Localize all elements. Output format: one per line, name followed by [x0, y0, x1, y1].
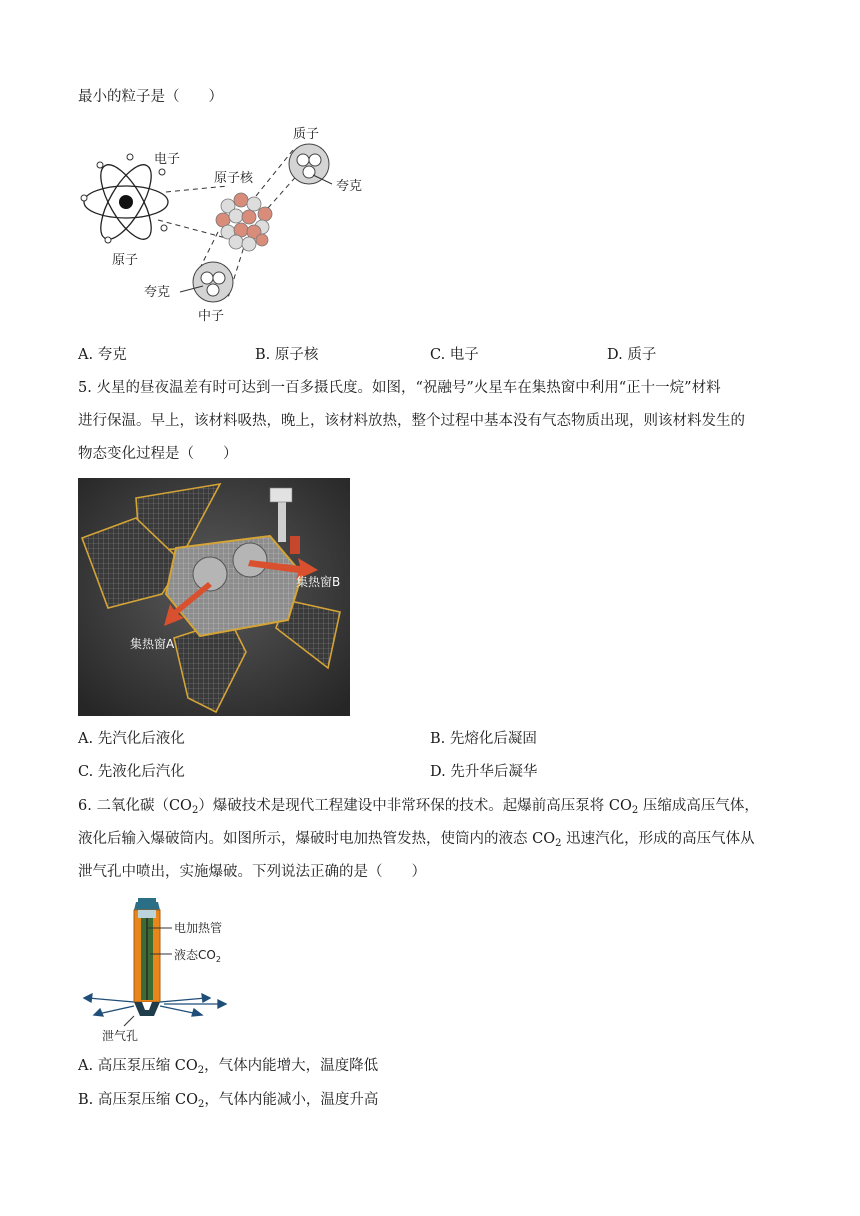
window-a-label: 集热窗A	[130, 637, 175, 651]
quark-label-top: 夸克	[336, 179, 363, 194]
q4-option-c[interactable]: C. 电子	[430, 347, 479, 363]
q5-option-a[interactable]: A. 先汽化后液化	[78, 731, 185, 747]
neutron-label: 中子	[198, 309, 225, 324]
electron-dot	[81, 195, 87, 201]
electron-dot	[161, 225, 167, 231]
q5-stem-line2: 进行保温。早上，该材料吸热，晚上，该材料放热，整个过程中基本没有气态物质出现，则该材料发生的	[78, 413, 745, 429]
q4-option-a[interactable]: A. 夸克	[78, 347, 127, 363]
vent-arrow	[218, 1000, 226, 1008]
quark-label-bottom: 夸克	[144, 285, 171, 300]
mars-rover-photo	[78, 478, 350, 716]
q5-option-c[interactable]: C. 先液化后汽化	[78, 764, 185, 780]
vent-arrow	[192, 1009, 202, 1016]
proton-label: 质子	[293, 127, 320, 142]
q6-stem-line2: 液化后输入爆破筒内。如图所示，爆破时电加热管发热，使筒内的液态 $CO_2$ 迅速汽化，形成的高压气体从	[78, 831, 755, 849]
atom-label: 原子	[112, 253, 139, 268]
q5-option-d[interactable]: D. 先升华后凝华	[430, 764, 538, 780]
q4-stem: 最小的粒子是（ ）	[78, 89, 223, 105]
vent-label: 泄气孔	[102, 1029, 139, 1043]
window-b-label: 集热窗B	[296, 575, 341, 589]
neutron-circle	[180, 262, 233, 302]
atom-nucleus-dot	[119, 195, 133, 209]
nucleus-label: 原子核	[214, 171, 254, 186]
q5-stem-line3: 物态变化过程是（ ）	[78, 446, 238, 462]
vent-arrow	[202, 994, 210, 1002]
electron-dot	[127, 154, 133, 160]
electron-dot	[97, 162, 103, 168]
q4-option-d[interactable]: D. 质子	[607, 347, 657, 363]
q6-option-b[interactable]: B. 高压泵压缩 $CO_2$，气体内能减小，温度升高	[78, 1092, 379, 1110]
q5-stem-line1: 5. 火星的昼夜温差有时可达到一百多摄氏度。如图，“祝融号”火星车在集热窗中利用“正十一烷”材料	[78, 380, 721, 396]
q5-option-b[interactable]: B. 先熔化后凝固	[430, 731, 537, 747]
proton-circle	[289, 144, 332, 184]
q6-option-a[interactable]: A. 高压泵压缩 $CO_2$，气体内能增大，温度降低	[78, 1058, 379, 1076]
co2-tube-diagram	[78, 898, 268, 1048]
vent-arrow	[84, 994, 92, 1002]
q6-stem-line3: 泄气孔中喷出，实施爆破。下列说法正确的是（ ）	[78, 864, 426, 880]
vent-arrow	[94, 1009, 103, 1016]
electron-label: 电子	[154, 152, 181, 167]
electron-dot	[159, 169, 165, 175]
q6-stem-line1: 6. 二氧化碳$(CO_2)$爆破技术是现代工程建设中非常环保的技术。起爆前高压泵将 $CO_2$ 压缩成高压气体，	[78, 798, 759, 816]
electron-dot	[105, 237, 111, 243]
atom-structure-figure	[78, 120, 378, 330]
heater-label: 电加热管	[174, 921, 223, 935]
nucleus-cluster	[216, 193, 272, 251]
liquid-co2-label: 液态$CO_2$	[174, 948, 221, 964]
q4-option-b[interactable]: B. 原子核	[255, 347, 319, 363]
